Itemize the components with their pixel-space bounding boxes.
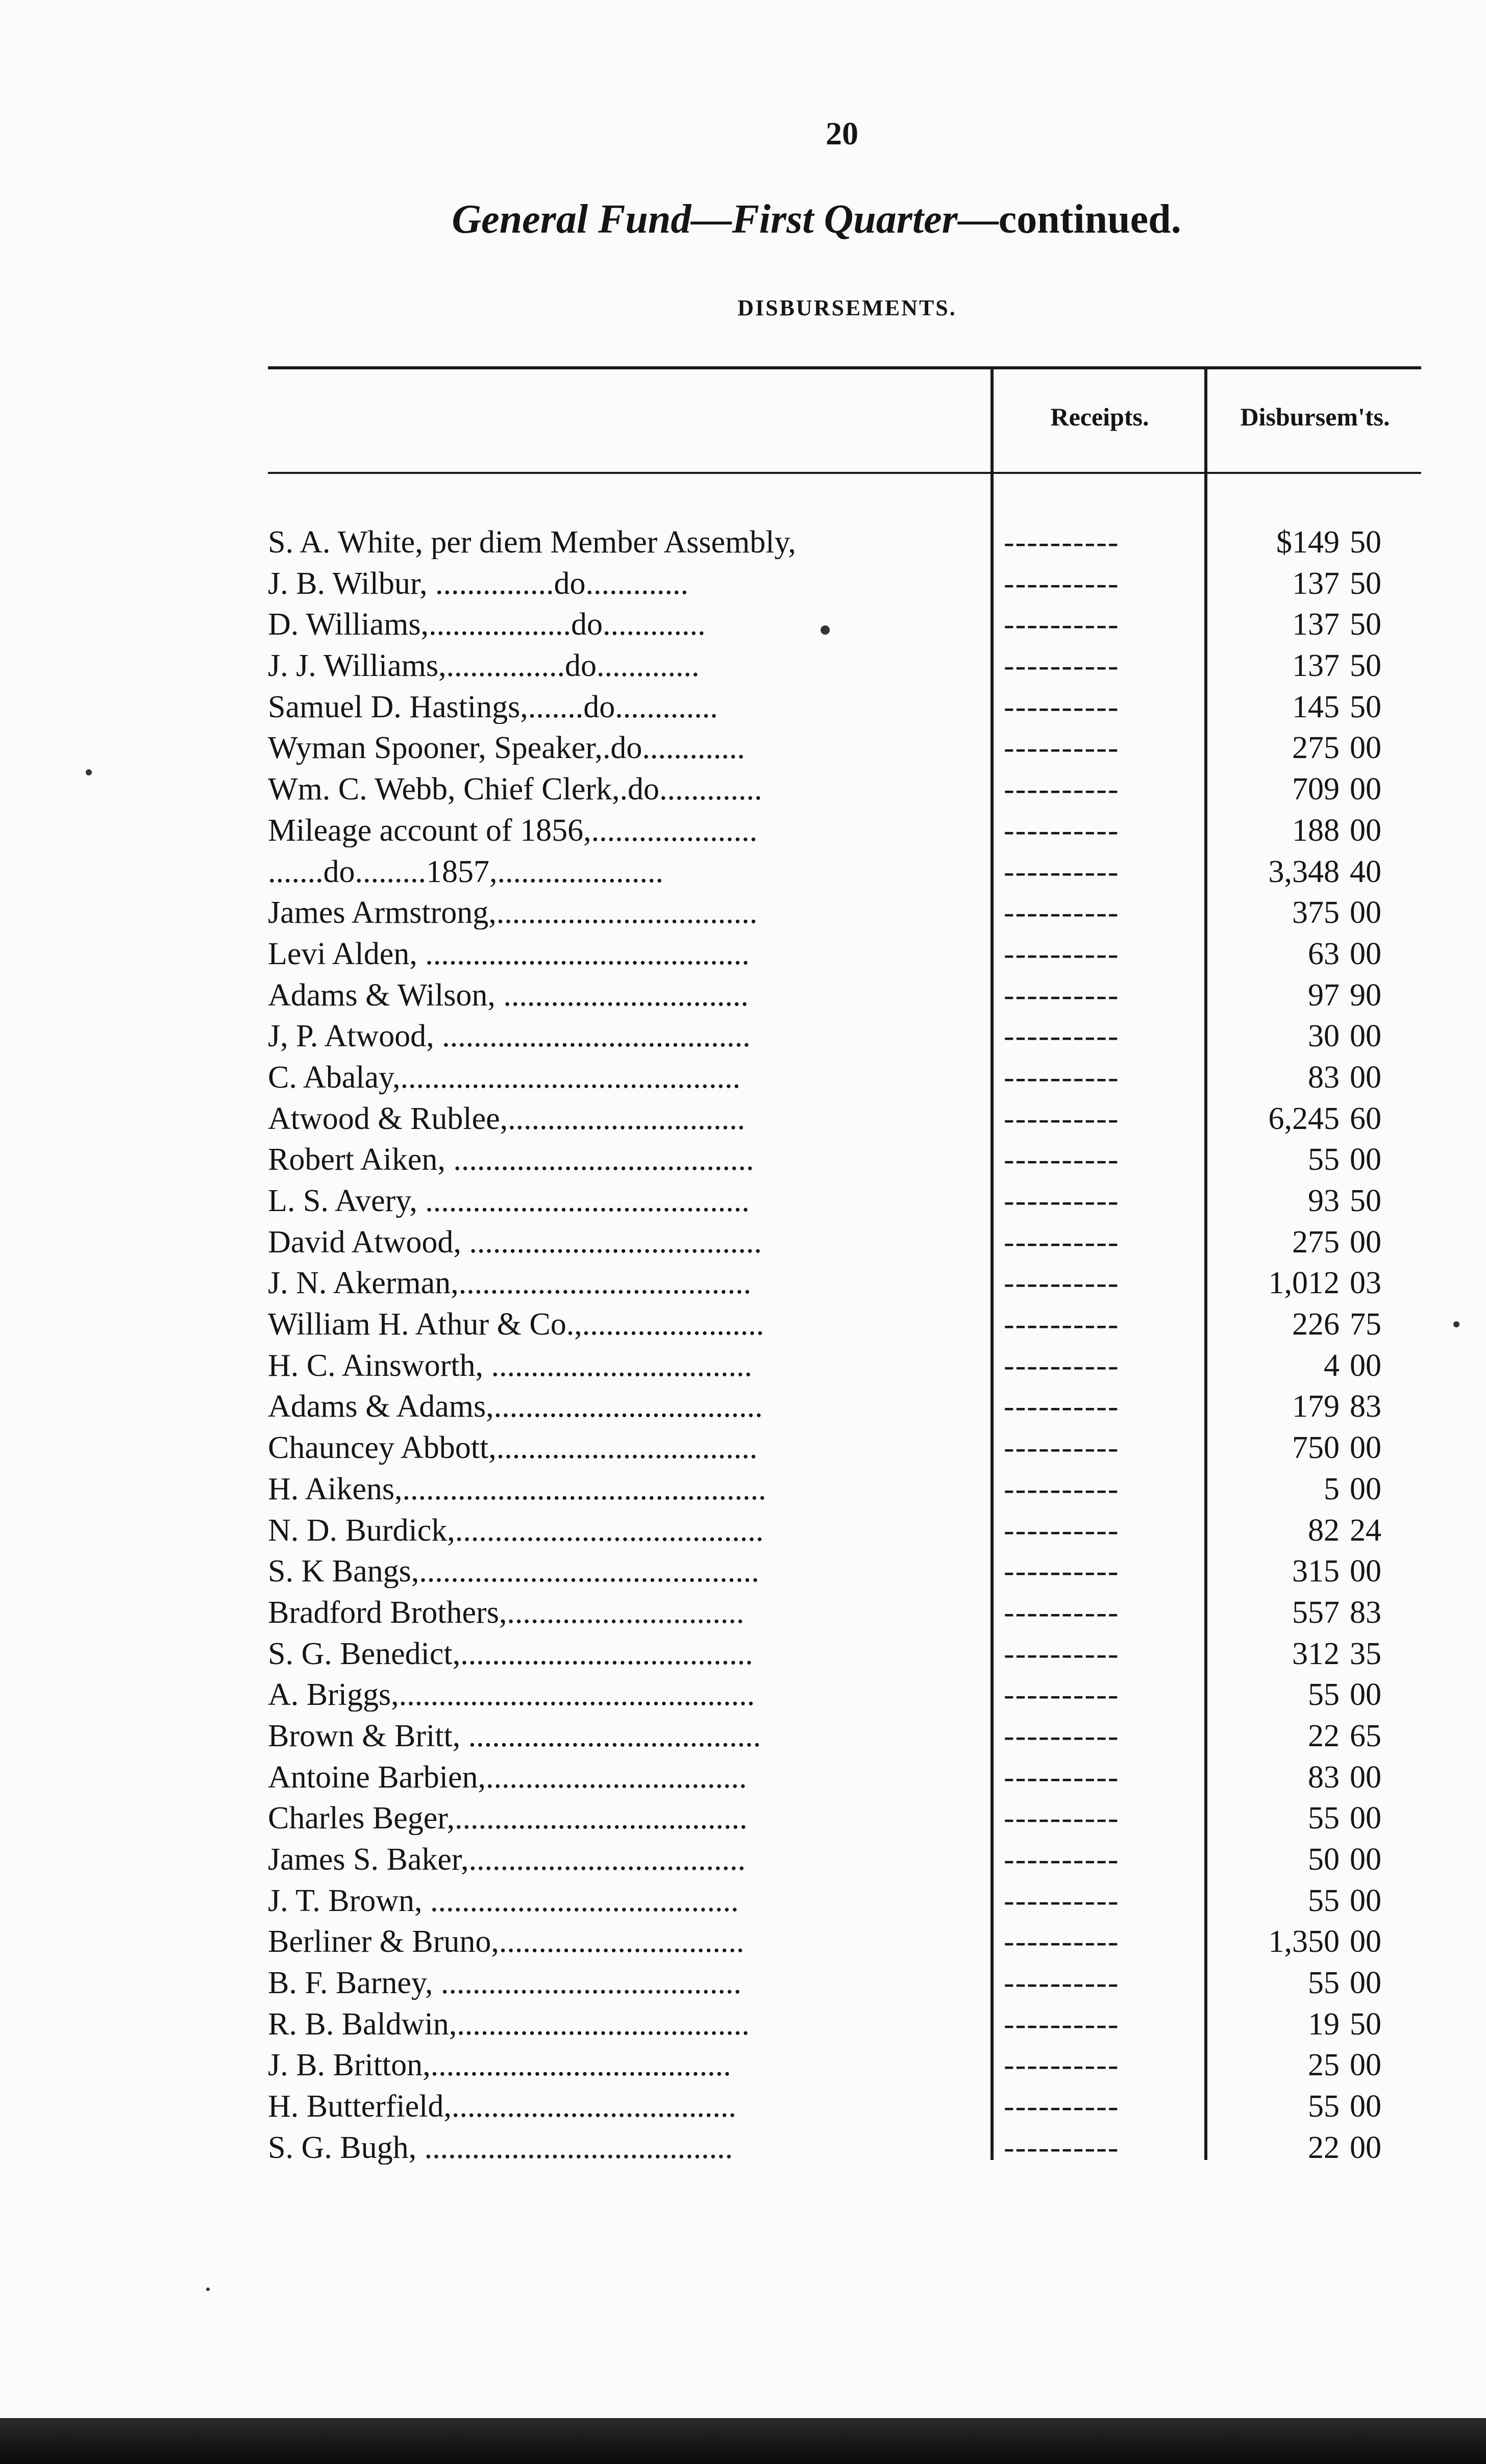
receipts-cell: ---------- — [1004, 1637, 1120, 1671]
receipts-cell: ---------- — [1004, 978, 1120, 1012]
ledger-row — [268, 1510, 1429, 1551]
receipts-cell: ---------- — [1004, 1348, 1120, 1382]
receipts-cell: ---------- — [1004, 1143, 1120, 1177]
disbursement-dollars: 179 — [1292, 1389, 1340, 1424]
ledger-row — [268, 1303, 1429, 1345]
disbursement-dollars: 55 — [1308, 1966, 1340, 2001]
receipts-cell: ---------- — [1004, 1966, 1120, 2000]
title-continued: —continued. — [957, 197, 1181, 242]
receipts-cell: ---------- — [1004, 1719, 1120, 1753]
disbursement-dollars: 5 — [1324, 1471, 1340, 1506]
disbursement-cents: 00 — [1350, 1430, 1381, 1466]
receipts-cell: ---------- — [1004, 1883, 1120, 1918]
disbursement-cents: 00 — [1350, 1348, 1381, 1383]
disbursement-cents: 00 — [1350, 1842, 1381, 1877]
receipts-cell: ---------- — [1004, 772, 1120, 807]
disbursement-cents: 40 — [1350, 854, 1381, 889]
entry-description: J. T. Brown, ....................................... — [268, 1883, 739, 1918]
disbursement-dollars: 709 — [1292, 772, 1340, 807]
header-bottom-rule — [268, 472, 1421, 474]
receipts-cell: ---------- — [1004, 937, 1120, 971]
scan-speck — [86, 769, 92, 775]
disbursement-dollars: 137 — [1292, 607, 1340, 642]
ledger-row — [268, 933, 1429, 974]
entry-description: J. B. Britton,...................................... — [268, 2048, 731, 2082]
entry-description: Chauncey Abbott,................................. — [268, 1431, 758, 1465]
receipts-cell: ---------- — [1004, 608, 1120, 642]
ledger-row — [268, 1468, 1429, 1510]
receipts-cell: ---------- — [1004, 2130, 1120, 2165]
ledger-row — [268, 1715, 1429, 1756]
disbursement-cents: 00 — [1350, 1471, 1381, 1506]
disbursement-dollars: 137 — [1292, 566, 1340, 601]
disbursements-column-header: Disbursem'ts. — [1240, 403, 1390, 431]
entry-description: Levi Alden, ......................................... — [268, 937, 750, 971]
receipts-cell: ---------- — [1004, 1843, 1120, 1876]
entry-description: William H. Athur & Co.,....................... — [268, 1308, 764, 1342]
disbursement-dollars: 137 — [1292, 648, 1340, 684]
scan-bottom-edge — [0, 2418, 1486, 2464]
disbursement-dollars: 312 — [1292, 1636, 1340, 1671]
disbursement-dollars: 50 — [1308, 1842, 1340, 1877]
entry-description: Atwood & Rublee,.............................. — [268, 1101, 746, 1136]
disbursement-dollars: 83 — [1308, 1759, 1340, 1795]
ledger-row — [268, 974, 1429, 1016]
ledger-row — [268, 810, 1429, 851]
ledger-row — [268, 2044, 1429, 2085]
disbursement-cents: 50 — [1350, 689, 1381, 724]
ledger-row — [268, 2003, 1429, 2045]
receipts-cell: ---------- — [1004, 1595, 1120, 1629]
disbursement-cents: 50 — [1350, 1184, 1381, 1218]
ledger-row — [268, 686, 1429, 727]
disbursement-dollars: 188 — [1292, 813, 1340, 848]
disbursement-dollars: 275 — [1292, 1224, 1340, 1260]
receipts-cell: ---------- — [1004, 1390, 1120, 1424]
disbursement-dollars: 375 — [1292, 895, 1340, 931]
ledger-row — [268, 768, 1429, 810]
entry-description: Brown & Britt, ..................................... — [268, 1719, 761, 1753]
ledger-row — [268, 1221, 1429, 1263]
ledger-row — [268, 1839, 1429, 1880]
disbursement-cents: 00 — [1350, 1060, 1381, 1095]
receipts-cell: ---------- — [1004, 2007, 1120, 2041]
ledger-row — [268, 1427, 1429, 1468]
disbursement-dollars: 275 — [1292, 731, 1340, 766]
disbursement-dollars: 4 — [1324, 1348, 1340, 1383]
disbursement-cents: 00 — [1350, 1924, 1381, 1959]
entry-description: Charles Beger,..................................... — [268, 1801, 748, 1836]
disbursement-dollars: 55 — [1308, 1883, 1340, 1918]
disbursement-cents: 00 — [1350, 1759, 1381, 1795]
disbursement-cents: 00 — [1350, 1019, 1381, 1054]
disbursement-cents: 00 — [1350, 1801, 1381, 1836]
ledger-row — [268, 1262, 1429, 1303]
ledger-row — [268, 604, 1429, 645]
scan-speck — [1453, 1321, 1459, 1327]
disbursement-cents: 00 — [1350, 936, 1381, 971]
ledger-row — [268, 1139, 1429, 1180]
disbursement-cents: 50 — [1350, 2006, 1381, 2042]
entry-description: James S. Baker,................................... — [268, 1843, 746, 1876]
disbursement-cents: 00 — [1350, 1142, 1381, 1177]
disbursement-dollars: 22 — [1308, 2130, 1340, 2165]
disbursement-dollars: 557 — [1292, 1595, 1340, 1630]
ledger-row — [268, 1345, 1429, 1386]
ledger-row — [268, 1962, 1429, 2003]
entry-description: Wyman Spooner, Speaker,.do............. — [268, 731, 745, 765]
receipts-cell: ---------- — [1004, 1760, 1120, 1794]
disbursement-dollars: 750 — [1292, 1430, 1340, 1466]
entry-description: C. Abalay,........................................... — [268, 1060, 740, 1094]
disbursement-cents: 83 — [1350, 1389, 1381, 1424]
disbursement-cents: 00 — [1350, 1554, 1381, 1589]
ledger-row — [268, 645, 1429, 686]
ledger-row — [268, 1386, 1429, 1427]
entry-description: Robert Aiken, ...................................... — [268, 1143, 754, 1177]
disbursement-cents: 24 — [1350, 1513, 1381, 1548]
disbursement-dollars: 63 — [1308, 936, 1340, 971]
entry-description: Adams & Wilson, ............................... — [268, 978, 749, 1012]
entry-description: S. K Bangs,........................................... — [268, 1554, 759, 1589]
entry-description: J. B. Wilbur, ...............do............. — [268, 566, 689, 600]
disbursement-cents: 00 — [1350, 1224, 1381, 1260]
ledger-row — [268, 2127, 1429, 2168]
entry-description: H. Butterfield,.................................... — [268, 2090, 736, 2124]
disbursement-cents: 00 — [1350, 2089, 1381, 2124]
receipts-cell: ---------- — [1004, 1925, 1120, 1959]
disbursement-cents: 35 — [1350, 1636, 1381, 1671]
entry-description: H. C. Ainsworth, ................................. — [268, 1348, 752, 1382]
scan-speck — [206, 2287, 210, 2291]
receipts-cell: ---------- — [1004, 525, 1120, 559]
ledger-row — [268, 1550, 1429, 1592]
disbursement-cents: 83 — [1350, 1595, 1381, 1630]
section-title: DISBURSEMENTS. — [737, 295, 957, 320]
receipts-cell: ---------- — [1004, 1101, 1120, 1136]
entry-description: D. Williams,..................do............. — [268, 608, 706, 642]
title-fund-quarter: General Fund—First Quarter — [452, 197, 958, 242]
disbursement-dollars: 3,348 — [1268, 854, 1340, 889]
receipts-cell: ---------- — [1004, 2090, 1120, 2124]
entry-description: J, P. Atwood, ....................................... — [268, 1019, 751, 1053]
disbursement-cents: 00 — [1350, 1883, 1381, 1918]
disbursement-dollars: 25 — [1308, 2048, 1340, 2083]
disbursement-cents: 00 — [1350, 2048, 1381, 2083]
ledger-row — [268, 1756, 1429, 1798]
disbursement-cents: 00 — [1350, 1677, 1381, 1713]
disbursement-dollars: 315 — [1292, 1554, 1340, 1589]
disbursement-dollars: 55 — [1308, 1677, 1340, 1713]
disbursement-dollars: 1,350 — [1268, 1924, 1340, 1959]
entry-description: J. J. Williams,...............do............. — [268, 649, 700, 683]
disbursement-cents: 00 — [1350, 2130, 1381, 2165]
receipts-cell: ---------- — [1004, 1308, 1120, 1342]
disbursement-dollars: 22 — [1308, 1718, 1340, 1753]
ledger-row — [268, 1674, 1429, 1715]
receipts-cell: ---------- — [1004, 1801, 1120, 1836]
ledger-row — [268, 1098, 1429, 1139]
entry-description: H. Aikens,.............................................. — [268, 1472, 766, 1506]
receipts-cell: ---------- — [1004, 1472, 1120, 1506]
disbursement-dollars: 93 — [1308, 1184, 1340, 1218]
entry-description: S. A. White, per diem Member Assembly, — [268, 525, 796, 559]
receipts-cell: ---------- — [1004, 854, 1120, 889]
entry-description: Wm. C. Webb, Chief Clerk,.do............. — [268, 772, 762, 807]
page-title — [357, 196, 1276, 243]
receipts-cell: ---------- — [1004, 1431, 1120, 1465]
disbursement-cents: 00 — [1350, 813, 1381, 848]
ledger-row — [268, 851, 1429, 892]
disbursement-cents: 00 — [1350, 1966, 1381, 2001]
disbursement-cents: 65 — [1350, 1718, 1381, 1753]
entry-description: Antoine Barbien,................................. — [268, 1760, 747, 1794]
entry-description: N. D. Burdick,....................................... — [268, 1513, 764, 1547]
disbursement-dollars: 1,012 — [1268, 1266, 1340, 1301]
disbursement-dollars: 19 — [1308, 2006, 1340, 2042]
receipts-cell: ---------- — [1004, 896, 1120, 930]
disbursement-cents: 50 — [1350, 566, 1381, 601]
ledger-row — [268, 1015, 1429, 1057]
receipts-cell: ---------- — [1004, 1060, 1120, 1094]
entry-description: Samuel D. Hastings,.......do............. — [268, 690, 718, 724]
receipts-cell: ---------- — [1004, 649, 1120, 683]
ledger-row — [268, 1880, 1429, 1921]
entry-description: James Armstrong,................................. — [268, 896, 758, 930]
entry-description: A. Briggs,............................................. — [268, 1678, 755, 1712]
receipts-cell: ---------- — [1004, 1266, 1120, 1300]
ledger-row — [268, 1057, 1429, 1098]
entry-description: S. G. Bugh, ....................................... — [268, 2130, 733, 2165]
disbursement-cents: 00 — [1350, 895, 1381, 931]
ledger-row — [268, 1797, 1429, 1839]
disbursement-cents: 60 — [1350, 1101, 1381, 1136]
receipts-cell: ---------- — [1004, 690, 1120, 724]
disbursement-dollars: 226 — [1292, 1307, 1340, 1342]
disbursement-cents: 50 — [1350, 525, 1381, 560]
disbursement-cents: 50 — [1350, 607, 1381, 642]
disbursement-dollars: 55 — [1308, 2089, 1340, 2124]
disbursement-cents: 00 — [1350, 772, 1381, 807]
disbursement-dollars: $149 — [1276, 525, 1340, 560]
disbursement-dollars: 30 — [1308, 1019, 1340, 1054]
ledger-row — [268, 1921, 1429, 1962]
entry-description: J. N. Akerman,..................................... — [268, 1266, 752, 1300]
receipts-cell: ---------- — [1004, 1554, 1120, 1589]
disbursement-cents: 03 — [1350, 1266, 1381, 1301]
ledger-row — [268, 1592, 1429, 1633]
receipts-cell: ---------- — [1004, 1678, 1120, 1712]
disbursement-cents: 75 — [1350, 1307, 1381, 1342]
ledger-row — [268, 1633, 1429, 1674]
disbursement-dollars: 55 — [1308, 1142, 1340, 1177]
ledger-row — [268, 563, 1429, 604]
ledger-row — [268, 1180, 1429, 1221]
ledger-row — [268, 727, 1429, 768]
receipts-cell: ---------- — [1004, 1184, 1120, 1218]
entry-description: Bradford Brothers,.............................. — [268, 1595, 745, 1629]
disbursement-cents: 90 — [1350, 977, 1381, 1013]
disbursement-dollars: 83 — [1308, 1060, 1340, 1095]
disbursement-cents: 50 — [1350, 648, 1381, 684]
entry-description: S. G. Benedict,..................................... — [268, 1637, 753, 1671]
disbursement-dollars: 145 — [1292, 689, 1340, 724]
receipts-cell: ---------- — [1004, 1019, 1120, 1053]
entry-description: B. F. Barney, ...................................... — [268, 1966, 741, 2000]
disbursement-dollars: 97 — [1308, 977, 1340, 1013]
entry-description: David Atwood, ..................................... — [268, 1225, 762, 1259]
disbursement-dollars: 6,245 — [1268, 1101, 1340, 1136]
scan-speck — [821, 625, 830, 635]
page-number: 20 — [826, 115, 858, 152]
table-top-rule — [268, 366, 1421, 369]
disbursement-cents: 00 — [1350, 731, 1381, 766]
entry-description: L. S. Avery, ......................................... — [268, 1184, 750, 1218]
receipts-cell: ---------- — [1004, 1513, 1120, 1547]
disbursement-dollars: 55 — [1308, 1801, 1340, 1836]
receipts-column-header: Receipts. — [1050, 403, 1149, 431]
receipts-cell: ---------- — [1004, 813, 1120, 847]
entry-description: R. B. Baldwin,..................................... — [268, 2007, 750, 2041]
entry-description: Mileage account of 1856,..................... — [268, 813, 758, 847]
ledger-row — [268, 892, 1429, 933]
receipts-cell: ---------- — [1004, 2048, 1120, 2082]
disbursement-dollars: 82 — [1308, 1513, 1340, 1548]
entry-description: Berliner & Bruno,............................... — [268, 1925, 745, 1959]
receipts-cell: ---------- — [1004, 566, 1120, 600]
ledger-row — [268, 2085, 1429, 2127]
ledger-row — [268, 521, 1429, 563]
receipts-cell: ---------- — [1004, 1225, 1120, 1259]
entry-description: Adams & Adams,.................................. — [268, 1390, 763, 1424]
receipts-cell: ---------- — [1004, 731, 1120, 765]
ledger-rows — [268, 521, 1429, 2168]
entry-description: .......do.........1857,..................... — [268, 854, 663, 889]
